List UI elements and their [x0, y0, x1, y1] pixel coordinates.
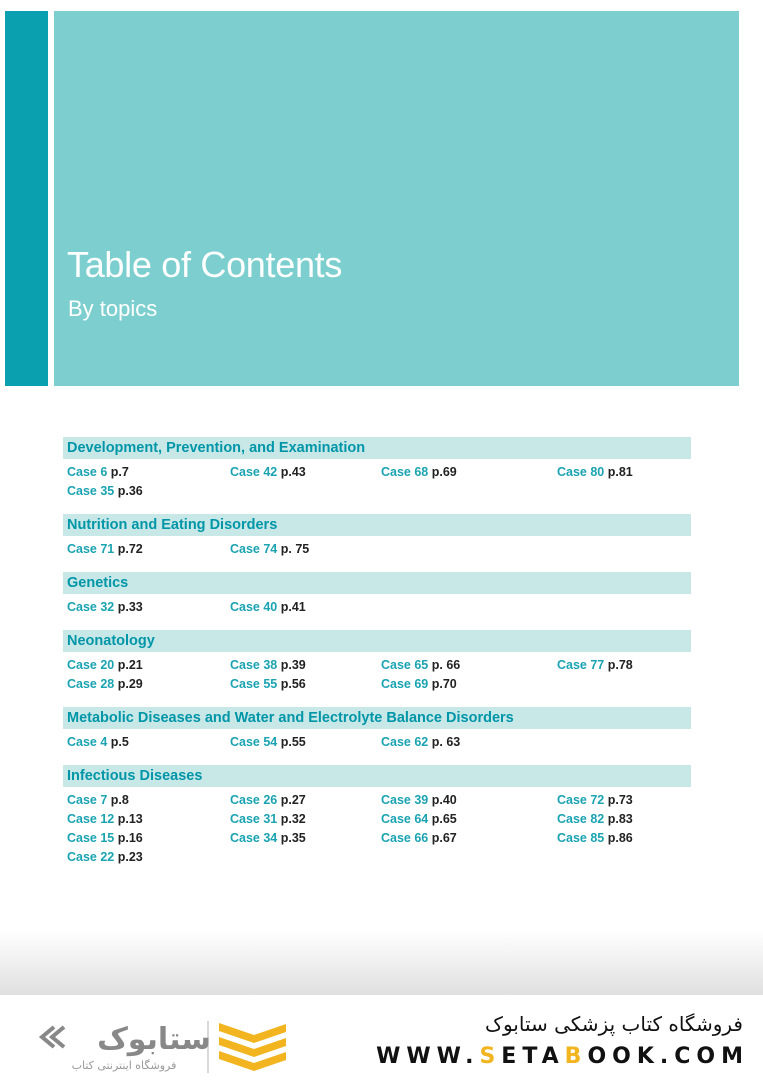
case-link[interactable]: Case 20 [67, 658, 115, 672]
page-number: p.27 [280, 793, 306, 807]
page-number: p.23 [117, 850, 143, 864]
toc-entry[interactable] [377, 733, 553, 752]
page-number: p.39 [280, 658, 306, 672]
toc-entry[interactable] [553, 791, 691, 810]
page-number: p.81 [607, 465, 633, 479]
page-number: p.67 [431, 831, 457, 845]
case-link[interactable]: Case 82 [557, 812, 605, 826]
section-title: Neonatology [63, 630, 691, 652]
case-link[interactable]: Case 34 [230, 831, 278, 845]
toc-section [63, 572, 691, 617]
page-number: p.56 [280, 677, 306, 691]
page-number: p.73 [607, 793, 633, 807]
url-part: WWW. [376, 1044, 480, 1069]
page-number: p.41 [280, 600, 306, 614]
entry-list [63, 536, 691, 559]
url-part-highlight: B [564, 1044, 588, 1069]
toc-entry[interactable] [553, 829, 691, 848]
case-link[interactable]: Case 22 [67, 850, 115, 864]
toc-entry[interactable] [63, 848, 226, 867]
toc-entry[interactable] [63, 482, 226, 501]
page-number: p.40 [431, 793, 457, 807]
case-link[interactable]: Case 74 [230, 542, 278, 556]
page-number: p.69 [431, 465, 457, 479]
case-link[interactable]: Case 80 [557, 465, 605, 479]
section-title: Infectious Diseases [63, 765, 691, 787]
page-number: p.86 [607, 831, 633, 845]
table-of-contents [63, 437, 691, 880]
page-title: Table of Contents [67, 244, 343, 285]
case-link[interactable]: Case 77 [557, 658, 605, 672]
case-link[interactable]: Case 65 [381, 658, 429, 672]
page-number: p.83 [607, 812, 633, 826]
page-number: p. 66 [431, 658, 461, 672]
page-number: p.33 [117, 600, 143, 614]
store-name: فروشگاه کتاب پزشکی ستابوک [485, 1012, 743, 1036]
toc-entry[interactable] [226, 656, 377, 675]
toc-entry[interactable] [226, 810, 377, 829]
page-number: p.65 [431, 812, 457, 826]
setabook-logo [36, 1015, 286, 1077]
case-link[interactable]: Case 38 [230, 658, 278, 672]
case-link[interactable]: Case 15 [67, 831, 115, 845]
page-number: p.36 [117, 484, 143, 498]
toc-entry[interactable] [377, 463, 553, 482]
case-link[interactable]: Case 71 [67, 542, 115, 556]
toc-section [63, 514, 691, 559]
page-subtitle: By topics [68, 296, 158, 321]
case-link[interactable]: Case 35 [67, 484, 115, 498]
toc-section [63, 630, 691, 694]
entry-list [63, 729, 691, 752]
entry-list [63, 594, 691, 617]
toc-entry[interactable] [377, 675, 553, 694]
page-number: p.21 [117, 658, 143, 672]
toc-entry[interactable] [63, 675, 226, 694]
page-number: p.16 [117, 831, 143, 845]
case-link[interactable]: Case 64 [381, 812, 429, 826]
case-link[interactable]: Case 54 [230, 735, 278, 749]
page-bottom-shadow [0, 930, 763, 995]
case-link[interactable]: Case 66 [381, 831, 429, 845]
entry-list [63, 652, 691, 694]
case-link[interactable]: Case 42 [230, 465, 278, 479]
page-number: p.72 [117, 542, 143, 556]
page-number: p.70 [431, 677, 457, 691]
case-link[interactable]: Case 39 [381, 793, 429, 807]
section-title: Genetics [63, 572, 691, 594]
url-part-highlight: S [479, 1044, 502, 1069]
case-link[interactable]: Case 32 [67, 600, 115, 614]
toc-entry[interactable] [226, 733, 377, 752]
toc-entry[interactable] [553, 810, 691, 829]
section-title: Development, Prevention, and Examination [63, 437, 691, 459]
toc-entry[interactable] [553, 463, 691, 482]
case-link[interactable]: Case 7 [67, 793, 108, 807]
page-number: p.43 [280, 465, 306, 479]
title-banner [54, 11, 739, 386]
page-number: p.55 [280, 735, 306, 749]
accent-bar [5, 11, 48, 386]
page-number: p.8 [110, 793, 129, 807]
case-link[interactable]: Case 31 [230, 812, 278, 826]
page-number: p.32 [280, 812, 306, 826]
url-part: ETA [501, 1044, 565, 1069]
toc-entry[interactable] [377, 791, 553, 810]
page-number: p. 63 [431, 735, 461, 749]
section-title: Nutrition and Eating Disorders [63, 514, 691, 536]
logo-wordmark: ستابوک [97, 1022, 211, 1057]
toc-entry[interactable] [63, 810, 226, 829]
case-link[interactable]: Case 68 [381, 465, 429, 479]
toc-entry[interactable] [226, 463, 377, 482]
toc-entry[interactable] [226, 829, 377, 848]
logo-tagline: فروشگاه اینترنتی کتاب [71, 1059, 177, 1072]
case-link[interactable]: Case 72 [557, 793, 605, 807]
toc-entry[interactable] [377, 829, 553, 848]
case-link[interactable]: Case 69 [381, 677, 429, 691]
case-link[interactable]: Case 85 [557, 831, 605, 845]
toc-entry[interactable] [377, 810, 553, 829]
case-link[interactable]: Case 28 [67, 677, 115, 691]
case-link[interactable]: Case 4 [67, 735, 108, 749]
case-link[interactable]: Case 12 [67, 812, 115, 826]
page-number: p. 75 [280, 542, 310, 556]
entry-list [63, 459, 691, 501]
page-number: p.7 [110, 465, 129, 479]
case-link[interactable]: Case 26 [230, 793, 278, 807]
page-number: p.35 [280, 831, 306, 845]
toc-entry[interactable] [553, 656, 691, 675]
toc-entry[interactable] [226, 791, 377, 810]
page-number: p.13 [117, 812, 143, 826]
toc-entry[interactable] [63, 463, 226, 482]
page-number: p.78 [607, 658, 633, 672]
toc-entry[interactable] [226, 540, 377, 559]
toc-entry[interactable] [63, 598, 226, 617]
toc-entry[interactable] [226, 675, 377, 694]
chevron-logo-icon [219, 1023, 286, 1071]
toc-entry[interactable] [63, 791, 226, 810]
case-link[interactable]: Case 6 [67, 465, 108, 479]
toc-entry[interactable] [377, 656, 553, 675]
toc-section [63, 765, 691, 867]
case-link[interactable]: Case 62 [381, 735, 429, 749]
case-link[interactable]: Case 40 [230, 600, 278, 614]
store-url[interactable] [376, 1044, 749, 1069]
toc-entry[interactable] [63, 540, 226, 559]
page-number: p.5 [110, 735, 129, 749]
toc-section [63, 707, 691, 752]
entry-list [63, 787, 691, 867]
page-number: p.29 [117, 677, 143, 691]
toc-section [63, 437, 691, 501]
double-chevron-icon [42, 1027, 64, 1047]
section-title: Metabolic Diseases and Water and Electrolyte Balance Disorders [63, 707, 691, 729]
toc-entry[interactable] [63, 656, 226, 675]
url-part: OOK.COM [587, 1044, 749, 1069]
toc-entry[interactable] [63, 733, 226, 752]
toc-entry[interactable] [63, 829, 226, 848]
toc-entry[interactable] [226, 598, 377, 617]
case-link[interactable]: Case 55 [230, 677, 278, 691]
